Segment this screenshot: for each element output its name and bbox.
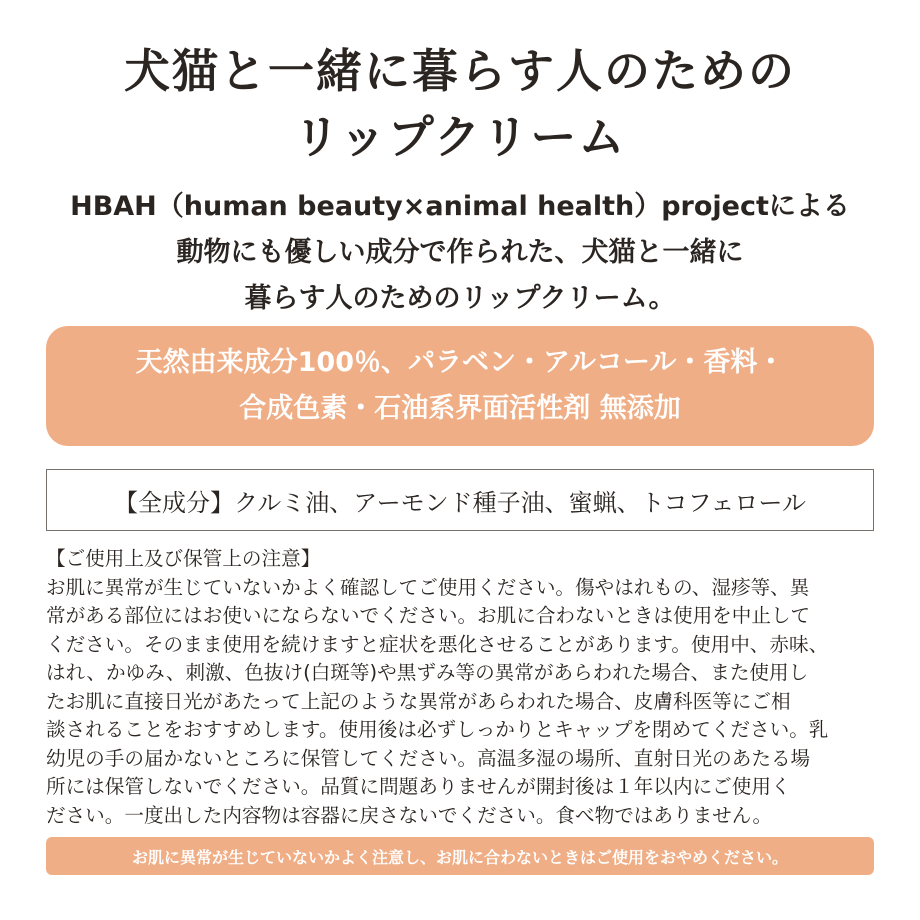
- caution-line: ください。そのまま使用を続けますと症状を悪化させることがあります。使用中、赤味、: [46, 632, 829, 656]
- caution-line: 幼児の手の届かないところに保管してください。高温多湿の場所、直射日光のあたる場: [46, 746, 811, 770]
- caution-line: 常がある部位にはお使いにならないでください。お肌に合わないときは使用を中止して: [46, 604, 811, 627]
- footer-warning-text: お肌に異常が生じていないかよく注意し、お肌に合わないときはご使用をおやめください。: [131, 847, 788, 867]
- caution-line: お肌に異常が生じていないかよく確認してご使用ください。傷やはれもの、湿疹等、異: [46, 575, 810, 599]
- ingredients-box: [46, 469, 874, 531]
- banner-line-1: 天然由来成分100％、パラベン・アルコール・香料・: [135, 347, 785, 378]
- product-title-line-2: リップクリーム: [293, 110, 627, 164]
- intro-line-1: HBAH（human beauty×animal health）projectによる: [70, 191, 850, 222]
- intro-line-2: 動物にも優しい成分で作られた、犬猫と一緒に: [176, 237, 744, 268]
- product-title: [0, 38, 920, 170]
- product-title-line-1: 犬猫と一緒に暮らす人のための: [124, 44, 796, 98]
- caution-line: たお肌に直接日光があたって上記のような異常があらわれた場合、皮膚科医等にご相: [46, 689, 791, 713]
- caution-heading: 【ご使用上及び保管上の注意】: [46, 547, 321, 570]
- caution-line: 所には保管しないでください。品質に問題ありませんが開封後は１年以内にご使用く: [46, 775, 791, 798]
- ingredients-text: 【全成分】クルミ油、アーモンド種子油、蜜蝋、トコフェロール: [114, 488, 806, 517]
- product-intro: [0, 184, 920, 322]
- banner-line-2: 合成色素・石油系界面活性剤 無添加: [239, 393, 681, 424]
- intro-line-3: 暮らす人のためのリップクリーム。: [244, 283, 676, 314]
- caution-line: はれ、かゆみ、刺激、色抜け(白斑等)や黒ずみ等の異常があらわれた場合、また使用し: [46, 661, 809, 684]
- caution-line: ださい。一度出した内容物は容器に戻さないでください。食べ物ではありません。: [46, 803, 773, 827]
- caution-section: [46, 545, 876, 830]
- footer-warning-bar: [46, 837, 874, 875]
- caution-line: 談されることをおすすめします。使用後は必ずしっかりとキャップを閉めてください。乳: [46, 718, 829, 741]
- additive-free-banner: [46, 326, 874, 446]
